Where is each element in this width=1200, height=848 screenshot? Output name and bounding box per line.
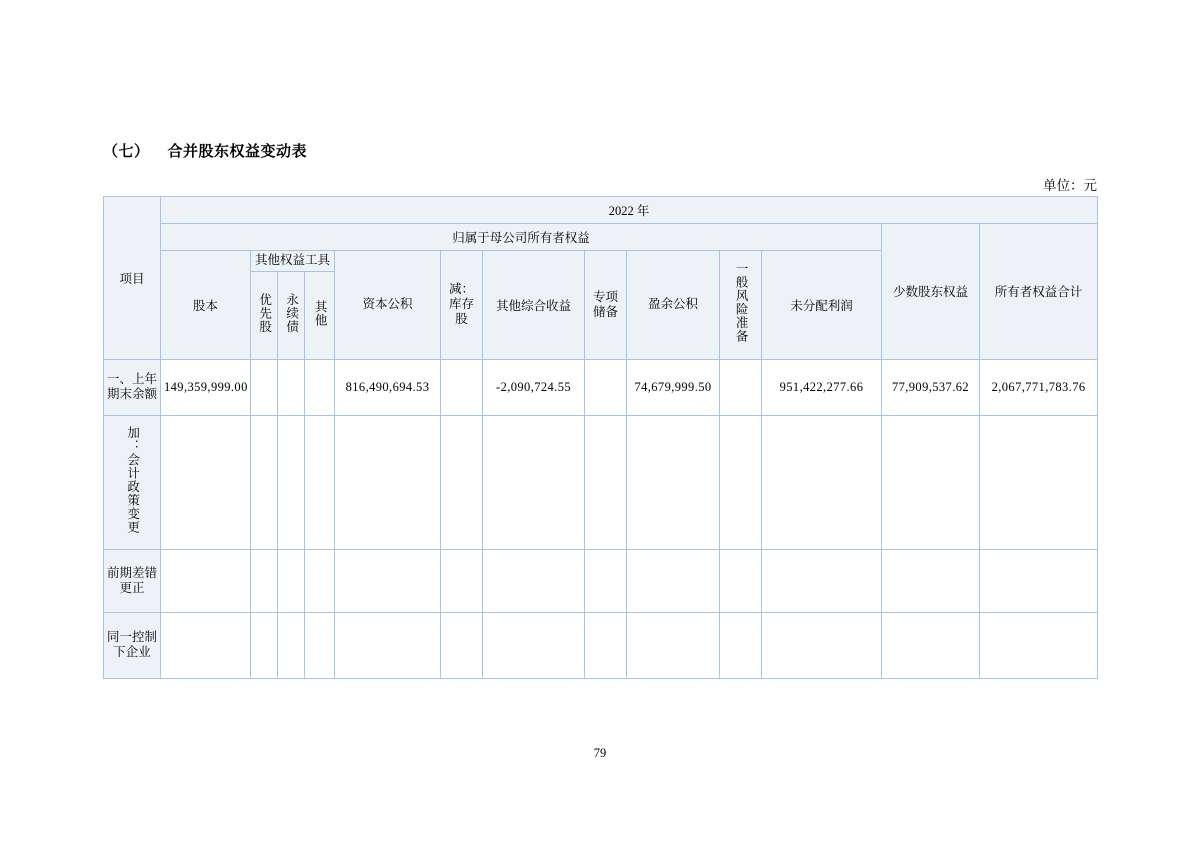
column-header-parent-equity: 归属于母公司所有者权益 xyxy=(161,224,882,251)
column-header-other-instrument: 其他 xyxy=(305,271,335,359)
column-header-special-reserve: 专项储备 xyxy=(585,251,627,360)
cell-share-capital: 149,359,999.00 xyxy=(161,359,251,415)
column-header-share-capital: 股本 xyxy=(161,251,251,360)
table-header-row-parent xyxy=(104,224,1098,251)
cell-special-reserve xyxy=(585,415,627,549)
column-header-minority-equity: 少数股东权益 xyxy=(882,224,980,360)
column-header-total-equity: 所有者权益合计 xyxy=(980,224,1098,360)
cell-capital-reserve xyxy=(335,612,441,678)
cell-surplus-reserve: 74,679,999.50 xyxy=(627,359,720,415)
row-label-same-control-enterprise: 同一控制下企业 xyxy=(104,612,161,678)
column-header-general-risk-reserve: 一般风险准备 xyxy=(720,251,762,360)
cell-treasury-stock xyxy=(441,415,483,549)
column-header-preferred-stock: 优先股 xyxy=(251,271,278,359)
cell-perpetual xyxy=(278,612,305,678)
table-row xyxy=(104,359,1098,415)
cell-general-risk-reserve xyxy=(720,549,762,612)
cell-share-capital xyxy=(161,549,251,612)
cell-minority-equity xyxy=(882,612,980,678)
cell-general-risk-reserve xyxy=(720,612,762,678)
cell-other-instrument xyxy=(305,612,335,678)
column-header-undistributed-profit: 未分配利润 xyxy=(762,251,882,360)
cell-preferred xyxy=(251,549,278,612)
cell-other-instrument xyxy=(305,359,335,415)
cell-preferred xyxy=(251,612,278,678)
section-index: （七） xyxy=(103,144,150,160)
cell-perpetual xyxy=(278,415,305,549)
cell-total-equity xyxy=(980,415,1098,549)
page-number: 79 xyxy=(593,746,607,760)
row-label-accounting-policy-change: 加：会计政策变更 xyxy=(104,415,161,549)
table-row xyxy=(104,549,1098,612)
cell-other-comprehensive-income xyxy=(483,612,585,678)
cell-surplus-reserve xyxy=(627,549,720,612)
cell-total-equity: 2,067,771,783.76 xyxy=(980,359,1098,415)
column-header-other-equity-instruments: 其他权益工具 xyxy=(251,251,335,272)
cell-treasury-stock xyxy=(441,549,483,612)
cell-undistributed-profit xyxy=(762,549,882,612)
cell-surplus-reserve xyxy=(627,415,720,549)
cell-share-capital xyxy=(161,612,251,678)
cell-surplus-reserve xyxy=(627,612,720,678)
row-label-prior-period-error-correction: 前期差错更正 xyxy=(104,549,161,612)
table-header-row-year xyxy=(104,197,1098,224)
table-row xyxy=(104,612,1098,678)
cell-undistributed-profit xyxy=(762,612,882,678)
cell-capital-reserve: 816,490,694.53 xyxy=(335,359,441,415)
column-header-year: 2022 年 xyxy=(161,197,1098,224)
cell-undistributed-profit: 951,422,277.66 xyxy=(762,359,882,415)
cell-preferred xyxy=(251,415,278,549)
cell-total-equity xyxy=(980,612,1098,678)
column-header-surplus-reserve: 盈余公积 xyxy=(627,251,720,360)
section-heading xyxy=(103,140,307,161)
column-header-capital-reserve: 资本公积 xyxy=(335,251,441,360)
cell-minority-equity xyxy=(882,415,980,549)
cell-minority-equity: 77,909,537.62 xyxy=(882,359,980,415)
cell-other-comprehensive-income xyxy=(483,549,585,612)
cell-capital-reserve xyxy=(335,549,441,612)
cell-perpetual xyxy=(278,549,305,612)
column-header-item: 项目 xyxy=(104,197,161,360)
cell-other-comprehensive-income: -2,090,724.55 xyxy=(483,359,585,415)
column-header-other-comprehensive-income: 其他综合收益 xyxy=(483,251,585,360)
cell-general-risk-reserve xyxy=(720,359,762,415)
cell-undistributed-profit xyxy=(762,415,882,549)
cell-preferred xyxy=(251,359,278,415)
column-header-perpetual-bond: 永续债 xyxy=(278,271,305,359)
row-label-prior-year-ending-balance: 一、上年期末余额 xyxy=(104,359,161,415)
cell-share-capital xyxy=(161,415,251,549)
cell-other-comprehensive-income xyxy=(483,415,585,549)
cell-special-reserve xyxy=(585,549,627,612)
cell-minority-equity xyxy=(882,549,980,612)
cell-other-instrument xyxy=(305,415,335,549)
cell-total-equity xyxy=(980,549,1098,612)
cell-general-risk-reserve xyxy=(720,415,762,549)
cell-treasury-stock xyxy=(441,359,483,415)
equity-change-table xyxy=(103,196,1098,679)
cell-perpetual xyxy=(278,359,305,415)
unit-label: 单位：元 xyxy=(1043,178,1097,193)
cell-other-instrument xyxy=(305,549,335,612)
cell-capital-reserve xyxy=(335,415,441,549)
column-header-treasury-stock: 减：库存股 xyxy=(441,251,483,360)
cell-special-reserve xyxy=(585,359,627,415)
cell-treasury-stock xyxy=(441,612,483,678)
table-row xyxy=(104,415,1098,549)
section-title: 合并股东权益变动表 xyxy=(167,144,308,160)
cell-special-reserve xyxy=(585,612,627,678)
